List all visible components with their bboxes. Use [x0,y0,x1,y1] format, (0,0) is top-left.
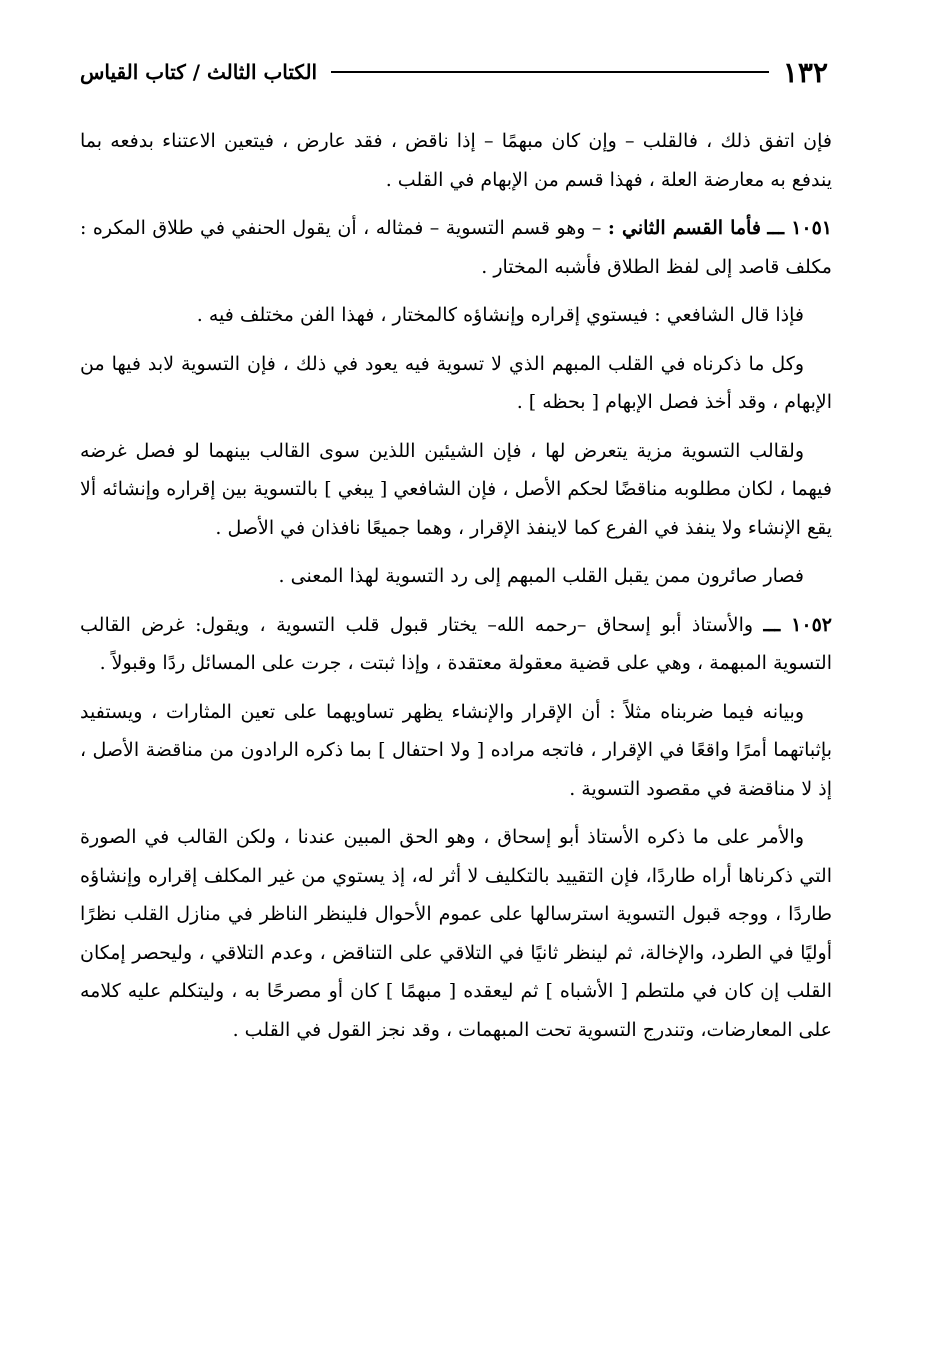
paragraph-text: فصار صائرون ممن يقبل القلب المبهم إلى رد التسوية لهذا المعنى . [278,565,804,587]
paragraph-text: فإن اتفق ذلك ، فالقلب – وإن كان مبهمًا – إذا ناقض ، فقد عارض ، فيتعين الاعتناء بدفعه بما يندفع به معارضة العلة ، فهذا قسم من الإبهام في القلب . [80,130,832,191]
paragraph [80,693,832,809]
paragraph-text: – وهو قسم التسوية – فمثاله ، أن يقول الحنفي في طلاق المكره : مكلف قاصد إلى لفظ الطلاق فأشبه المختار . [80,217,832,278]
paragraph-text: فإذا قال الشافعي : فيستوي إقراره وإنشاؤه كالمختار ، فهذا الفن مختلف فيه . [196,304,804,326]
paragraph [80,296,832,335]
header-rule [331,71,769,73]
numbered-paragraph [80,209,832,286]
paragraph-number: ١٠٥٢ ـــ [763,613,832,636]
running-title: الكتاب الثالث / كتاب القياس [80,60,318,84]
section-heading: فأما القسم الثاني : [607,217,761,239]
paragraph-text: وبيانه فيما ضربناه مثلاً : أن الإقرار والإنشاء يظهر تساويهما على تعين المثارات ، ويستفيد بإثباتهما أمرًا واقعًا في الإقرار ، فاتجه مراده [ ولا احتفال ] بما ذكره الرادون من مناقضة الأصل ، إذ لا مناقضة في مقصود التسوية . [80,700,832,800]
paragraph [80,345,832,422]
paragraph [80,818,832,1049]
page-body [80,122,832,1059]
paragraph-text: والأستاذ أبو إسحاق –رحمه الله– يختار قبول قلب التسوية ، ويقول: غرض القالب التسوية المبهمة ، وهي على قضية معقولة معتقدة ، وإذا ثبتت ، جرت على المسائل ردًا وقبولاً . [80,613,832,674]
numbered-paragraph [80,606,832,683]
page-header [80,52,828,92]
paragraph-text: ولقالب التسوية مزية يتعرض لها ، فإن الشيئين اللذين سوى القالب بينهما لو فصل غرضه فيهما ، لكان مطلوبه مناقضًا لحكم الأصل ، فإن الشافعي [ يبغي ] بالتسوية بين إقراره وإنشائه ألا يقع الإنشاء ولا ينفذ في الفرع كما لاينفذ الإقرار ، وهما جميعًا نافذان في الأصل . [80,439,832,539]
paragraph [80,557,832,596]
paragraph-text: وكل ما ذكرناه في القلب المبهم الذي لا تسوية فيه يعود في ذلك ، فإن التسوية لابد فيها من الإبهام ، وقد أخذ فصل الإبهام [ بحظه ] . [80,352,832,413]
paragraph-number: ١٠٥١ ـــ [767,217,833,239]
paragraph-text: والأمر على ما ذكره الأستاذ أبو إسحاق ، وهو الحق المبين عندنا ، ولكن القالب في الصورة التي ذكرناها أراه طاردًا، فإن التقييد بالتكليف لا أثر له، إذ يستوي من غير المكلف إقراره وإنشاؤه طاردًا ، ووجه قبول التسوية استرسالها على عموم الأحوال فلينظر الناظر في منازل القلب نظرًا أوليًا في الطرد، والإخالة، ثم لينظر ثانيًا في التلاقي على التناقض ، وعدم التلاقي ، وليحصر إمكان القلب إن كان في ملتطم [ الأشباه ] ثم ليعقده [ مبهمًا ] كان أو مصرحًا به ، وليتكلم عليه كلامه على المعارضات، وتندرج التسوية تحت المبهمات ، وقد نجز القول في القلب . [80,826,832,1041]
paragraph [80,122,832,199]
paragraph [80,432,832,548]
page-number: ١٣٢ [782,55,828,89]
